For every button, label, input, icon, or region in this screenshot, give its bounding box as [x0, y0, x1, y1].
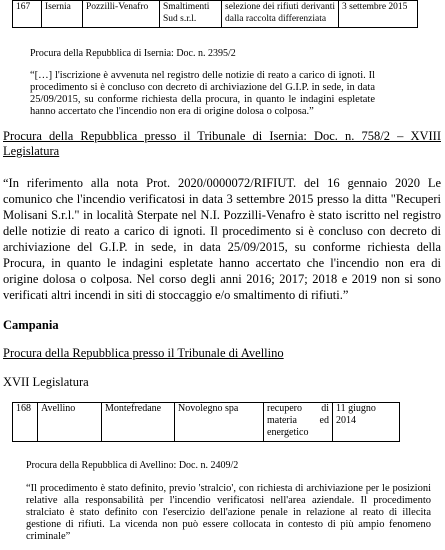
table-cell-province: Isernia [42, 1, 83, 28]
table-row [13, 403, 400, 442]
region-heading: Campania [3, 318, 59, 332]
table-cell-activity: selezione dei rifiuti derivanti dalla raccolta differenziata [222, 1, 339, 28]
table-cell-municipality: Pozzilli-Venafro [83, 1, 160, 28]
section-heading: Procura della Repubblica presso il Tribunale di Isernia: Doc. n. 758/2 – XVIII Legislatura [3, 129, 441, 158]
table-cell-activity: recupero di materia ed energetico [264, 403, 333, 442]
table-cell-municipality: Montefredane [102, 403, 175, 442]
quote-block: “Il procedimento è stato definito, previo 'stralcio', con richiesta di archiviazione per le posizioni relative alla responsabilità per l'incendio verificatosi nell'area aziendale. Il procedimento stralciato è stato definito con l'esercizio dell'azione penale in relazione al reato di illecita gestione di rifiuti. La vicenda non può essere collocata in contesto di più ampio fenomeno criminale” [26, 483, 431, 542]
table-cell-date: 11 giugno 2014 [333, 403, 400, 442]
quote-block: “In riferimento alla nota Prot. 2020/0000072/RIFIUT. del 16 gennaio 2020 Le comunico che l'incendio verificatosi in data 3 settembre 2015 presso la ditta "Recuperi Molisani S.r.l." in località Sterpate nel N.I. Pozzilli-Venafro è stato iscritto nel registro delle notizie di reato a carico di ignoti. Il procedimento si è concluso con decreto di archiviazione del G.I.P. in sede, in data 25/09/2015, su conforme richiesta della Procura, in quanto le indagini espletate hanno accertato che l'incendio non era di origine dolosa o colposa. Nel corso degli anni 2016; 2017; 2018 e 2019 non si sono verificati altri incendi in siti di stoccaggio e/o smaltimento di rifiuti.” [3, 176, 441, 302]
incident-table-avellino [12, 402, 400, 442]
table-row [13, 1, 418, 28]
table-cell-number: 168 [13, 403, 38, 442]
section-heading: Procura della Repubblica presso il Tribunale di Avellino [3, 346, 284, 360]
table-cell-company: Smaltimenti Sud s.r.l. [160, 1, 222, 28]
table-cell-company: Novolegno spa [175, 403, 264, 442]
incident-table-isernia [12, 0, 418, 28]
table-cell-number: 167 [13, 1, 42, 28]
quote-block: “[…] l'iscrizione è avvenuta nel registro delle notizie di reato a carico di ignoti. Il procedimento si è concluso con decreto di archiviazione del G.I.P. in sede, in data 25/09/2015, su conforme richiesta della procura, in quanto le indagini espletate hanno accertato che l'incendio non era di origine dolosa o colposa.” [30, 70, 375, 117]
legislature-label: XVII Legislatura [3, 375, 89, 389]
document-reference: Procura della Repubblica di Isernia: Doc. n. 2395/2 [30, 48, 236, 59]
table-cell-province: Avellino [38, 403, 102, 442]
document-reference: Procura della Repubblica di Avellino: Doc. n. 2409/2 [26, 460, 239, 471]
table-cell-date: 3 settembre 2015 [339, 1, 418, 28]
